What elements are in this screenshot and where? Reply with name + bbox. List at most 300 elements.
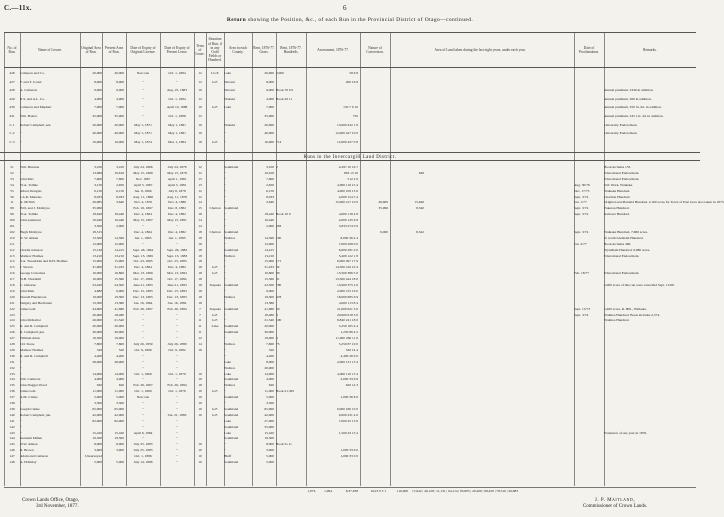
column-header: No. of Run. [7, 45, 17, 54]
table-cell: H.D. and J. McIntyre [20, 206, 50, 211]
table-cell: G.F. [212, 271, 218, 276]
table-cell: " [176, 353, 178, 358]
table-cell: Dec. 4, 1864 [134, 229, 152, 234]
table-cell: 4,000 [94, 96, 102, 101]
section-heading-invercargill: Runs in the Invercargill Land District. [0, 152, 700, 161]
table-cell: 102 [9, 229, 15, 234]
table-cell: 98 [10, 206, 14, 211]
table-cell: 41,680 [114, 306, 124, 311]
table-cell [206, 459, 224, 465]
table-cell: 2,000 [116, 224, 124, 228]
table-cell: Bluff [224, 454, 232, 459]
table-cell: Southland [224, 424, 239, 429]
table-cell: Sept. 3/74 [574, 229, 589, 234]
table-cell: " [176, 330, 178, 335]
table-cell: " [142, 79, 144, 84]
table-cell: 12 [198, 336, 202, 341]
table-cell: 7,800 [266, 342, 274, 346]
table-cell: 24,500 [264, 283, 274, 287]
table-cell: 28,000 [92, 359, 102, 364]
table-cell: Mar. 1, 1884 [168, 139, 186, 144]
table-cell: Southland [224, 206, 239, 211]
table-cell: 7,000 [94, 105, 102, 110]
table-cell [306, 87, 358, 93]
table-cell: 6,150 [116, 188, 124, 193]
table-cell: 15,000 417 10 0 [335, 200, 358, 205]
table-cell [276, 130, 306, 136]
table-cell [360, 130, 388, 136]
table-cell: 4,400 [116, 353, 124, 358]
table-cell: 18 [198, 259, 202, 264]
table-cell: Dalgety and Buchanan [20, 300, 52, 305]
table-cell: 75 [276, 342, 280, 346]
table-cell: 10 [198, 395, 202, 400]
table-cell: " [176, 79, 178, 84]
table-cell: Feb. 26, 1867 [133, 306, 153, 311]
table-cell: 15,000 [92, 259, 102, 264]
table-cell: G.F. [212, 79, 218, 84]
table-cell: Unsurveyed [85, 454, 102, 459]
table-cell: Waikaka Hundred, 7,680 acres. [604, 229, 648, 234]
table-cell: 100 [276, 318, 282, 323]
table-cell: July 24, 1866 [133, 165, 153, 169]
table-cell: 20,000 [92, 71, 102, 75]
table-cell: 427 [9, 79, 15, 84]
table-cell: 121 [9, 300, 15, 305]
table-cell: " [176, 418, 178, 423]
table-cell: 40,000 [114, 131, 124, 136]
table-cell: " [20, 418, 22, 423]
table-cell: 82,000 [92, 418, 102, 423]
table-row [4, 87, 696, 93]
table-cell: Lake [211, 324, 219, 329]
table-cell: 4,000 [266, 96, 274, 101]
table-cell: 7,000 268 0 0 [338, 241, 358, 246]
table-cell [574, 79, 604, 85]
table-cell: " [142, 365, 144, 370]
table-cell: 20,000 [92, 122, 102, 127]
table-cell: " [142, 406, 144, 411]
table-cell: Vincent [224, 79, 235, 84]
table-cell: Southland [224, 229, 239, 234]
table-cell: 13,500 444 18 0 [335, 277, 358, 282]
table-cell [276, 113, 306, 119]
table-cell: 19,000 [264, 336, 274, 341]
table-cell: 53 [10, 176, 14, 181]
table-cell: 3 [276, 336, 278, 341]
table-cell: 31 [276, 277, 280, 282]
table-cell: " [176, 460, 178, 464]
table-cell: 10 [198, 371, 202, 376]
table-cell: 3,640 [266, 200, 274, 205]
table-cell: " [142, 114, 144, 118]
table-cell: July 24, 1878 [167, 165, 187, 169]
table-cell [360, 70, 388, 76]
table-cell: 20,000 618 3 0 [337, 312, 358, 317]
table-cell: 10,000 [92, 139, 102, 144]
table-cell: Aug. 25, 1883 [166, 88, 188, 93]
table-cell: 8,840 241 18 0 [337, 318, 358, 323]
table-cell: John McKellar [20, 318, 41, 323]
table-cell: 35,000 [264, 114, 274, 118]
table-cell: " [176, 324, 178, 329]
table-cell: 5,000 [94, 460, 102, 464]
table-cell: 10 [198, 105, 202, 110]
table-cell: 13,210 [114, 253, 124, 258]
table-cell: Southland [224, 377, 239, 382]
table-cell: 114 [9, 259, 15, 264]
table-cell: 20,000 [114, 122, 124, 127]
table-cell: 283 [276, 224, 282, 228]
table-row [4, 459, 696, 465]
table-cell: Toapeka [209, 306, 221, 311]
table-cell: 21,000 621 3 0 [337, 306, 358, 311]
table-cell: " [224, 353, 226, 358]
table-cell: Charlton Hundred. [604, 194, 631, 199]
table-cell: 12,000 [264, 241, 274, 246]
table-cell: 19,500 [92, 436, 102, 441]
table-cell: Mathew Holmes [20, 253, 44, 258]
table-cell: 20,000 [264, 122, 274, 127]
table-cell: Nov. 1867 [135, 176, 151, 181]
table-cell: 27,000 [264, 418, 274, 423]
table-cell: Southland [224, 247, 239, 252]
table-cell: 18 [198, 277, 202, 282]
table-cell: Oct. 1, 1884 [168, 71, 186, 75]
table-cell: Aug. 11, 1878 [167, 194, 187, 199]
table-cell: J. Steven [20, 265, 33, 270]
column-header: Rent, 1876-77. Grass. [253, 45, 275, 54]
table-cell: Sept. 13, 1883 [166, 253, 188, 258]
table-cell: 10 [198, 406, 202, 411]
document-title [0, 17, 700, 23]
table-cell: April 5, 1867 [133, 182, 153, 187]
table-cell [574, 104, 604, 110]
table-cell: " [224, 336, 226, 341]
table-cell: 144 [9, 436, 15, 441]
table-cell: 4,400 [94, 353, 102, 358]
table-cell: Wallace [224, 383, 236, 388]
table-cell: 11,000 [264, 389, 274, 394]
table-cell: 9,000 [266, 88, 274, 93]
table-cell: 12 [198, 96, 202, 101]
table-cell: 10,440 [264, 218, 274, 223]
table-cell: 8,000 [266, 79, 274, 84]
table-cell: 4,000 109 13 6 [337, 188, 358, 193]
table-cell: 19,000 [114, 336, 124, 341]
table-cell: 18 [198, 300, 202, 305]
table-cell: " [142, 318, 144, 323]
table-cell: Book 21,395 [276, 389, 295, 394]
table-cell: 5,000 [94, 395, 102, 400]
table-cell: Southland [224, 165, 239, 169]
title-lead: Return [226, 17, 247, 23]
table-cell: " [20, 170, 22, 175]
table-cell: 431 [9, 114, 15, 118]
table-cell: 10,618 [114, 170, 124, 175]
table-cell: 12,000 427 10 0 [335, 131, 358, 136]
table-cell: 4,000 [94, 377, 102, 382]
table-cell: Sept. 15/73 [574, 306, 590, 311]
table-cell: 4,000 145 6 8 [338, 218, 358, 223]
table-cell: N. W. Aitken [20, 235, 39, 240]
table-cell: Oct. 17, 1866 [133, 277, 153, 282]
table-cell: 10,618 [264, 170, 274, 175]
table-cell: Aug. 30/76 [574, 182, 590, 187]
table-cell: J.D. Stone [20, 342, 35, 346]
table-cell: 20,000 [264, 71, 274, 75]
table-cell: 8,000 [266, 359, 274, 364]
table-cell: 10 [198, 131, 202, 136]
table-cell: Sept. 3/74 [574, 194, 589, 199]
table-cell: " [176, 401, 178, 405]
footer-date: 3rd November, 1877. [36, 504, 79, 509]
table-cell: Chatton [209, 206, 221, 211]
table-cell: July 26, 1880 [167, 342, 187, 346]
table-cell: Wm. Baxter [20, 114, 38, 118]
table-cell [276, 104, 306, 110]
table-cell: 16 [198, 347, 202, 352]
table-cell: " [142, 336, 144, 341]
table-cell: 112 [9, 247, 15, 252]
table-row [4, 79, 696, 85]
table-cell: 10 [198, 460, 202, 464]
table-cell: Oct. 1, 1886 [134, 454, 152, 459]
table-cell: 2,000 [266, 224, 274, 228]
table-cell: 10 [198, 454, 202, 459]
table-cell: 18 [198, 247, 202, 252]
table-cell: 28,000 [114, 359, 124, 364]
table-cell [360, 139, 388, 145]
table-cell: 19,000 [92, 294, 102, 299]
table-cell: Southland [224, 395, 239, 400]
table-cell: A. Cameron [20, 88, 38, 93]
table-cell: July 14, 1886 [133, 460, 153, 464]
table-cell: 99 [10, 212, 14, 217]
table-cell: 55 [10, 188, 14, 193]
header-rule [4, 32, 696, 68]
table-cell: May 1, 1881 [168, 122, 186, 127]
table-cell: " [176, 436, 178, 441]
table-cell: " [176, 395, 178, 400]
table-cell: 143 [9, 430, 15, 435]
table-cell: May 15, 1881 [167, 218, 187, 223]
table-cell: " [176, 312, 178, 317]
table-cell: 8,000 [116, 442, 124, 447]
table-cell: 32 [276, 265, 280, 270]
table-cell: 31,433 [264, 265, 274, 270]
table-cell [574, 459, 604, 465]
table-cell: Dec. 4, 1882 [168, 265, 186, 270]
table-cell: 142 [9, 424, 15, 429]
column-header: Date of Proclamation. [578, 45, 600, 54]
table-cell: 23,420 [92, 283, 102, 287]
table-cell: Lake [224, 105, 231, 110]
table-cell: W.A. Tolmie [20, 182, 38, 187]
table-cell: 6,150 [266, 188, 274, 193]
table-cell: Jan. 8, 1866 [134, 188, 152, 193]
table-cell: Joseph Clarke [20, 406, 40, 411]
table-cell: 2,000 155 16 0 [337, 288, 358, 293]
table-cell: Oct. 1, 1879 [168, 371, 186, 376]
table-cell: Dec. 4, 1864 [134, 212, 152, 217]
table-cell: " [224, 288, 226, 293]
table-cell: Dec. 13, 1865 [133, 294, 153, 299]
table-cell: Sept. 26, 1882 [166, 247, 188, 252]
table-cell: 4,297 10 16 7 [338, 165, 358, 169]
table-cell: 128 [9, 342, 15, 346]
table-cell: 12 [198, 188, 202, 193]
table-cell: J.G.F. [210, 71, 220, 75]
table-cell: John Mair [20, 288, 35, 293]
table-cell: Jan. 1/77 [574, 200, 587, 205]
table-cell: 190 [276, 235, 282, 240]
table-cell: 54 [10, 182, 14, 187]
table-cell: May 1, 1871 [134, 131, 152, 136]
table-cell [360, 122, 388, 128]
table-cell: 41,680 [264, 306, 274, 311]
table-cell: 4,000 154 5 4 [338, 194, 358, 199]
table-cell [604, 459, 696, 465]
table-cell: Mar. 13, 1884 [167, 271, 187, 276]
table-cell: 4,000 [116, 96, 124, 101]
table-cell: 520 [268, 347, 274, 352]
table-cell: 4,000 113 8 4 [338, 300, 358, 305]
table-cell: 19,300 [264, 294, 274, 299]
table-cell [306, 96, 358, 102]
table-cell: 12 [198, 114, 202, 118]
table-cell: 9,000 [116, 88, 124, 93]
totals-row [4, 487, 696, 493]
table-cell: Jan. 1, 1883 [168, 235, 186, 240]
table-cell [390, 139, 424, 145]
table-cell [206, 96, 224, 102]
table-cell: 141 [9, 418, 15, 423]
table-cell: 10,000 [264, 139, 274, 144]
table-cell [390, 459, 424, 465]
table-cell: " [224, 265, 226, 270]
table-cell: G.F. [212, 412, 218, 417]
table-cell: " [176, 365, 178, 370]
table-cell: 16,000 [92, 277, 102, 282]
table-cell [360, 87, 388, 93]
table-cell: 12 [198, 194, 202, 199]
table-cell: 1,000 33 0 0 [340, 454, 358, 459]
signatory-name: J. P. Maitland, [594, 498, 636, 503]
column-header: Date of Expiry of Original License. [130, 45, 156, 54]
table-cell: Cameron and Co. [20, 71, 45, 75]
table-cell: Oct. 9, 1866 [134, 347, 152, 352]
table-cell: C. Osborne [20, 283, 36, 287]
table-cell: 30,000 [264, 330, 274, 335]
table-cell: 18 [198, 139, 202, 144]
table-cell: 11 [10, 200, 14, 205]
table-cell: Wm. Brunton [20, 165, 40, 169]
table-cell: " [224, 312, 226, 317]
table-cell: " [224, 277, 226, 282]
table-cell: 12,000 [92, 241, 102, 246]
table-cell: New run [136, 395, 150, 400]
section-invercargill-runs [4, 164, 724, 486]
table-cell: 13,000 432 1 8 [337, 122, 358, 127]
table-cell: 4,000 [116, 377, 124, 382]
table-cell: 42,000 [264, 412, 274, 417]
table-row [4, 104, 696, 110]
table-cell: William Allan [20, 336, 40, 341]
table-cell: 147 [9, 454, 15, 459]
table-cell: G.F. [212, 406, 218, 411]
table-cell: Oct. 9, 1882 [168, 347, 186, 352]
table-cell: 12 [198, 71, 202, 75]
table-cell: July 26, 1859 [133, 342, 153, 346]
table-cell: " [142, 96, 144, 101]
table-cell: 2,000 33 6 8 [340, 377, 358, 382]
table-cell: " [224, 241, 226, 246]
table-cell: " [142, 377, 144, 382]
table-cell: 1,000 36 8 6 [340, 395, 358, 400]
table-cell: July 25, 1883 [133, 442, 153, 447]
table-cell: " [224, 170, 226, 175]
table-cell: Book includes 155. [604, 165, 632, 169]
table-cell: 18 [198, 294, 202, 299]
table-cell: " [142, 88, 144, 93]
table-cell: " [142, 353, 144, 358]
table-cell: 15,120 [92, 247, 102, 252]
table-cell: Wallace [224, 365, 236, 370]
table-row [4, 96, 696, 102]
table-cell: Robert Campbell, sen. [20, 122, 52, 127]
table-cell: 18 [198, 229, 202, 234]
table-cell: " [224, 259, 226, 264]
table-cell: 7,600 [94, 176, 102, 181]
table-cell [360, 96, 388, 102]
table-cell: 4,400 26 9 0 [340, 353, 358, 358]
table-cell: T.A. Tweeddale and D.H. Holmes [20, 259, 68, 264]
table-cell: 2,650 [266, 182, 274, 187]
table-cell: 8,033 [94, 194, 102, 199]
table-cell: " [20, 365, 22, 370]
table-cell: 9,000 [380, 229, 388, 234]
table-cell: 26,000 [92, 318, 102, 323]
total-rent: 19,23 0 3 1 [370, 489, 386, 493]
table-cell: 10 [198, 88, 202, 93]
table-cell: Wallace [224, 253, 236, 258]
table-cell: 15,000 [264, 259, 274, 264]
table-cell: 3,900 [266, 448, 274, 453]
table-cell: 10 [198, 448, 202, 453]
table-cell: D.R. Cameron [20, 377, 41, 382]
table-cell: 13,210 [264, 253, 274, 258]
table-cell: 5,000 [266, 460, 274, 464]
table-cell: " [20, 224, 22, 228]
table-cell: Dec. 4, 1882 [168, 229, 186, 234]
table-cell: R. Campbell, jun. [20, 330, 45, 335]
table-cell: 750 [352, 114, 358, 118]
table-cell: 1,000 33 6 0 [340, 448, 358, 453]
table-cell: Dec. 4, 1882 [168, 212, 186, 217]
table-cell: 200 16 8 [345, 79, 358, 84]
table-cell: " [176, 241, 178, 246]
table-cell: Jan. 4/77 [574, 241, 587, 246]
table-cell: " [142, 359, 144, 364]
table-cell: 133 [9, 371, 15, 376]
table-cell: 10 [198, 401, 202, 405]
table-cell: 13,300 [92, 300, 102, 305]
table-cell: Nov. 4, 1870 [133, 200, 153, 205]
table-cell: Chatton [209, 229, 221, 234]
table-cell: 430 [9, 105, 15, 110]
table-cell: 7,600 [116, 176, 124, 181]
